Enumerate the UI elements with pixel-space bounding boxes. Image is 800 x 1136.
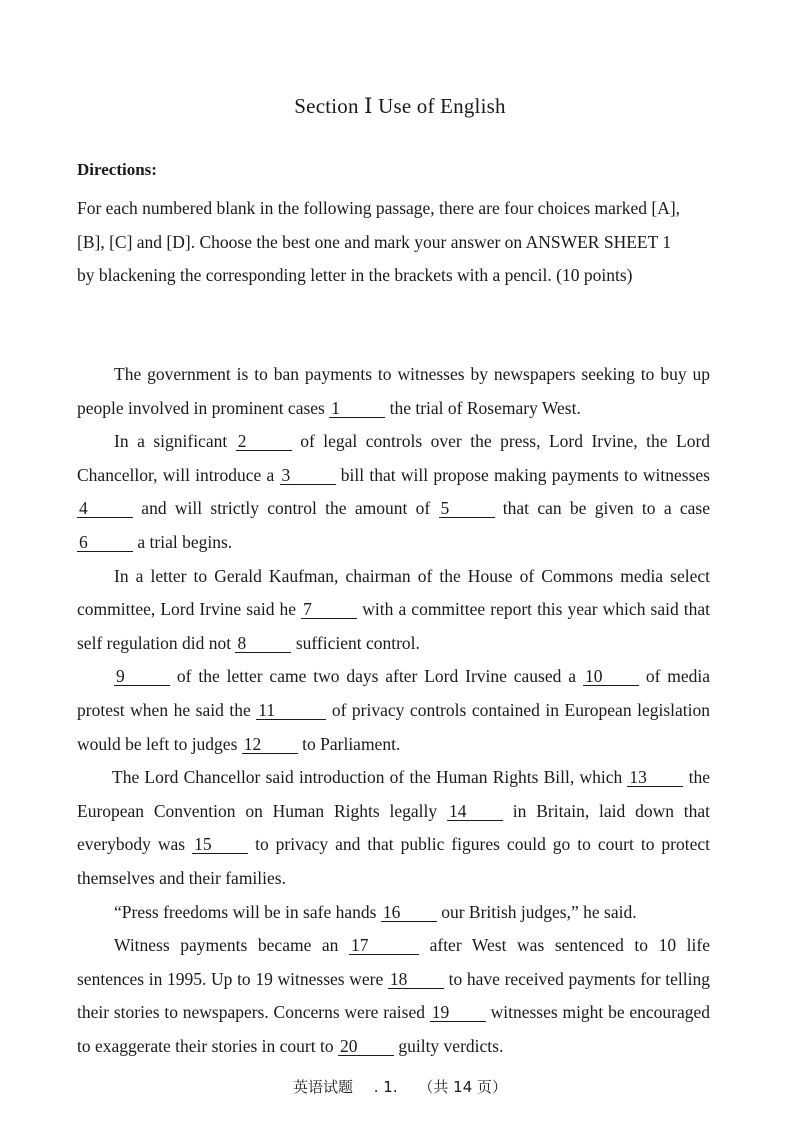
passage-text: to have received payments for telling their stories to newspapers. Concerns were raised xyxy=(77,968,710,1023)
passage-text: The Lord Chancellor said introduction of the Human Rights Bill, which xyxy=(112,767,623,788)
passage-text: witnesses might be encouraged to exaggerate their stories in court to xyxy=(77,1002,711,1056)
passage-text: In a letter to Gerald Kaufman, chairman of the House of Commons media select committee, Lord Irvine said he xyxy=(77,565,710,620)
blank-9: 9 xyxy=(114,667,170,686)
paragraph-2 xyxy=(77,425,710,559)
blank-8: 8 xyxy=(235,634,291,653)
blank-10: 10 xyxy=(583,667,639,686)
blank-14: 14 xyxy=(447,802,503,821)
passage-text: of privacy controls contained in European legislation would be left to judges xyxy=(77,699,711,754)
footer-page-total: （共 14 页） xyxy=(418,1078,508,1096)
passage-text: to privacy and that public figures could go to court to protect themselves and their families. xyxy=(77,834,711,888)
directions-label: Directions: xyxy=(77,160,157,179)
paragraph-4 xyxy=(77,660,710,761)
passage-text: the trial of Rosemary West. xyxy=(389,397,581,418)
blank-11: 11 xyxy=(256,701,326,720)
passage-text: of the letter came two days after Lord Irvine caused a xyxy=(176,666,577,687)
blank-4: 4 xyxy=(77,499,133,518)
passage-text: our British judges,” he said. xyxy=(441,901,637,922)
blank-19: 19 xyxy=(430,1003,486,1022)
passage-text: after West was sentenced to 10 life sentences in 1995. Up to 19 witnesses were xyxy=(77,935,710,989)
blank-20: 20 xyxy=(338,1037,394,1056)
blank-2: 2 xyxy=(236,432,292,451)
passage-text: a trial begins. xyxy=(137,531,233,552)
blank-16: 16 xyxy=(381,903,437,922)
paragraph-7 xyxy=(77,929,710,1063)
blank-18: 18 xyxy=(388,970,444,989)
blank-6: 6 xyxy=(77,533,133,552)
page-footer xyxy=(0,1076,800,1097)
blank-13: 13 xyxy=(627,768,683,787)
directions-line: For each numbered blank in the following passage, there are four choices marked [A], xyxy=(77,198,681,218)
paragraph-3 xyxy=(77,560,710,661)
blank-17: 17 xyxy=(349,936,419,955)
paragraph-5 xyxy=(77,761,710,895)
passage-text: that can be given to a case xyxy=(502,498,710,519)
passage-text: guilty verdicts. xyxy=(398,1035,504,1056)
directions-line: [B], [C] and [D]. Choose the best one and mark your answer on ANSWER SHEET 1 xyxy=(77,231,672,252)
blank-3: 3 xyxy=(280,466,336,485)
section-title: Section Ⅰ Use of English xyxy=(294,94,506,118)
directions-text xyxy=(77,192,722,293)
cloze-passage xyxy=(77,358,710,1063)
paragraph-1 xyxy=(77,358,710,425)
passage-text: the European Convention on Human Rights legally xyxy=(77,767,711,821)
passage-text: and will strictly control the amount of xyxy=(141,498,431,519)
passage-text: “Press freedoms will be in safe hands xyxy=(114,901,377,922)
passage-text: In a significant xyxy=(114,431,228,452)
passage-text: of media protest when he said the xyxy=(77,666,711,720)
blank-5: 5 xyxy=(439,499,495,518)
passage-text: sufficient control. xyxy=(295,632,420,653)
footer-page-number: . 1. xyxy=(373,1078,398,1096)
blank-12: 12 xyxy=(242,735,298,754)
passage-text: with a committee report this year which said that self regulation did not xyxy=(77,599,711,653)
passage-text: to Parliament. xyxy=(302,733,401,754)
footer-subject: 英语试题 xyxy=(292,1078,353,1096)
passage-text: The government is to ban payments to witnesses by newspapers seeking to buy up people involved in prominent cases xyxy=(77,364,710,418)
passage-text: of legal controls over the press, Lord Irvine, the Lord Chancellor, will introduce a xyxy=(77,431,711,485)
blank-7: 7 xyxy=(301,600,357,619)
directions-line: by blackening the corresponding letter in the brackets with a pencil. (10 points) xyxy=(77,265,633,286)
passage-text: bill that will propose making payments to witnesses xyxy=(340,464,710,485)
blank-15: 15 xyxy=(192,835,248,854)
passage-text: in Britain, laid down that everybody was xyxy=(77,800,711,855)
paragraph-6 xyxy=(77,896,710,930)
blank-1: 1 xyxy=(329,399,385,418)
passage-text: Witness payments became an xyxy=(114,935,339,956)
